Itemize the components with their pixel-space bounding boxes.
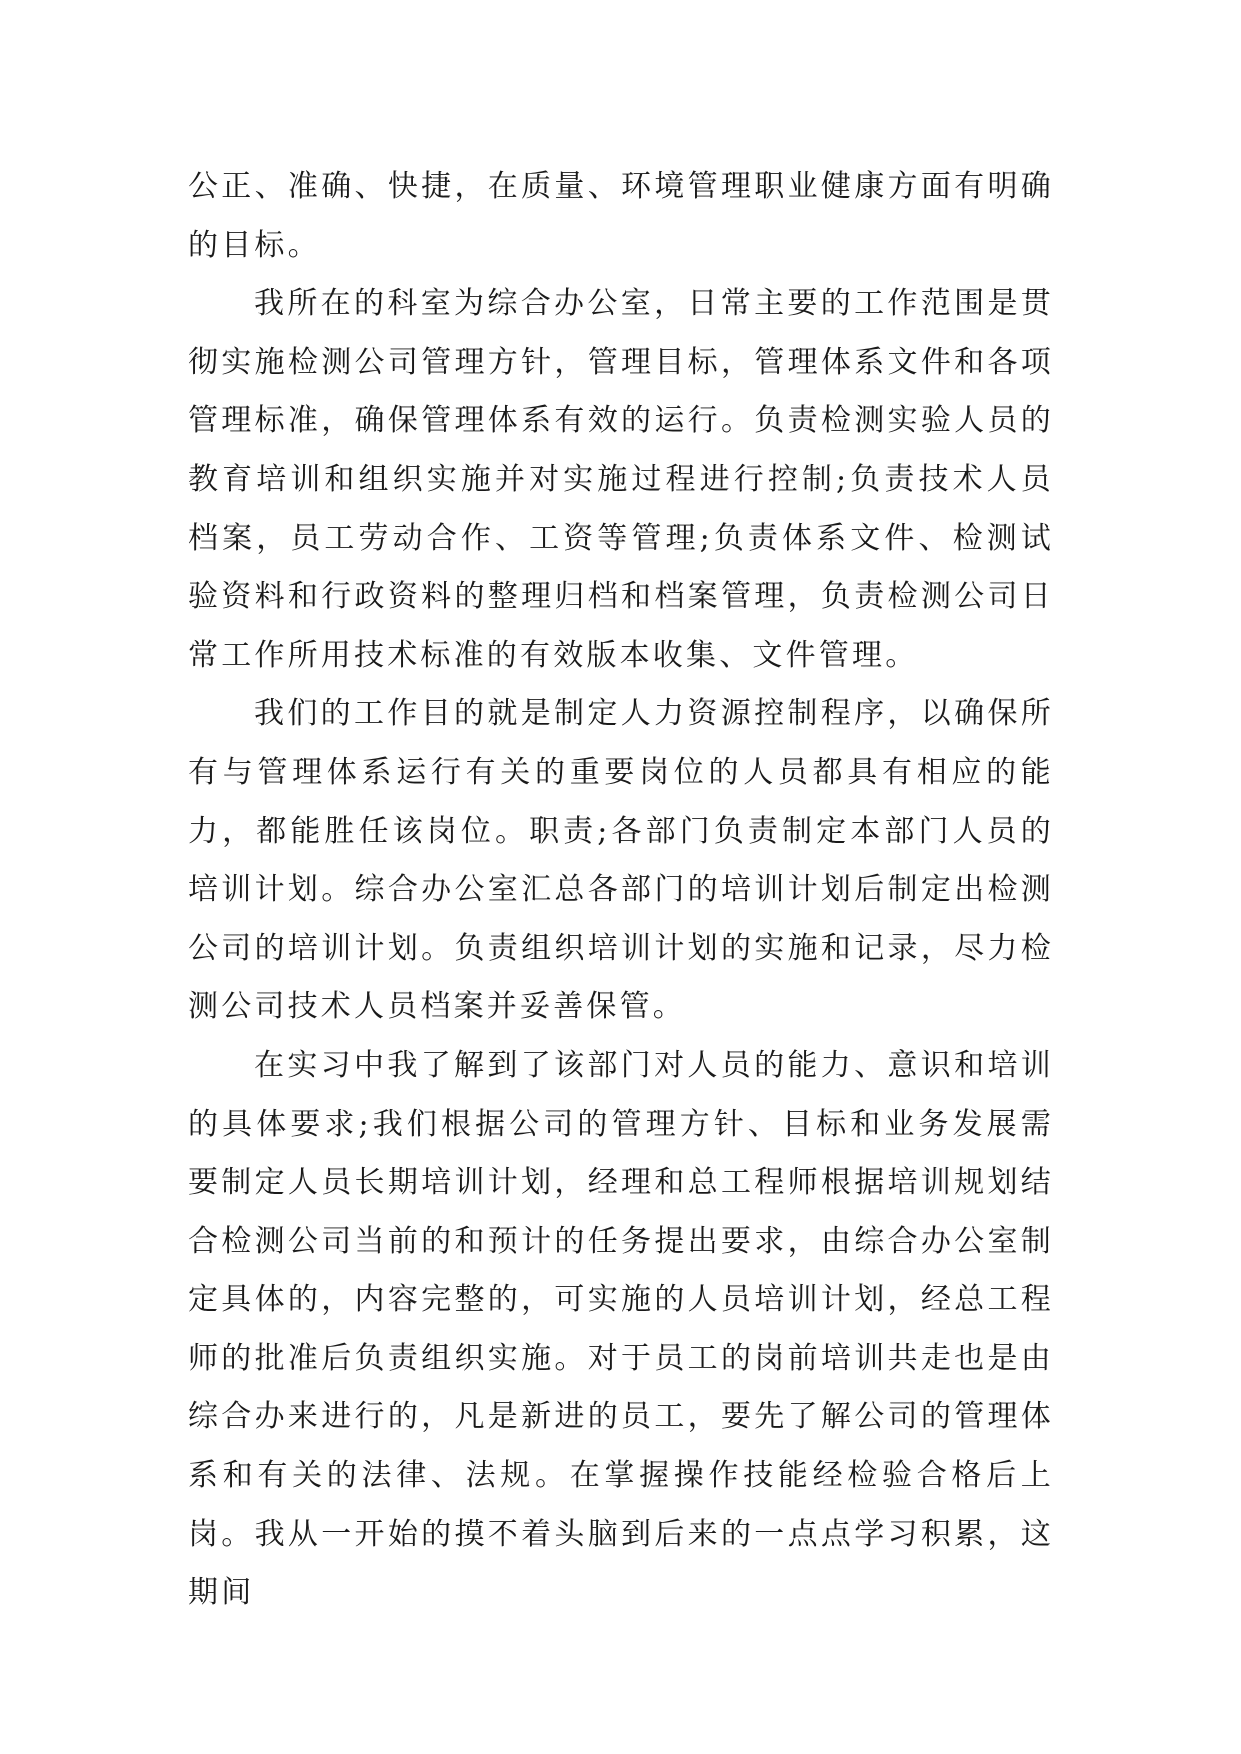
body-text [188,158,1054,1623]
paragraph-2: 我所在的科室为综合办公室，日常主要的工作范围是贯彻实施检测公司管理方针，管理目标，管理体系文件和各项管理标准，确保管理体系有效的运行。负责检测实验人员的教育培训和组织实施并对实施过程进行控制;负责技术人员档案，员工劳动合作、工资等管理;负责体系文件、检测试验资料和行政资料的整理归档和档案管理，负责检测公司日常工作所用技术标准的有效版本收集、文件管理。 [188,286,1054,673]
paragraph-1: 公正、准确、快捷，在质量、环境管理职业健康方面有明确的目标。 [188,169,1054,263]
paragraph-4: 在实习中我了解到了该部门对人员的能力、意识和培训的具体要求;我们根据公司的管理方针、目标和业务发展需要制定人员长期培训计划，经理和总工程师根据培训规划结合检测公司当前的和预计的任务提出要求，由综合办公室制定具体的，内容完整的，可实施的人员培训计划，经总工程师的批准后负责组织实施。对于员工的岗前培训共走也是由综合办来进行的，凡是新进的员工，要先了解公司的管理体系和有关的法律、法规。在掌握操作技能经检验合格后上岗。我从一开始的摸不着头脑到后来的一点点学习积累，这期间 [188,1047,1054,1611]
paragraph-3: 我们的工作目的就是制定人力资源控制程序，以确保所有与管理体系运行有关的重要岗位的人员都具有相应的能力，都能胜任该岗位。职责;各部门负责制定本部门人员的培训计划。综合办公室汇总各部门的培训计划后制定出检测公司的培训计划。负责组织培训计划的实施和记录，尽力检测公司技术人员档案并妥善保管。 [188,696,1054,1025]
